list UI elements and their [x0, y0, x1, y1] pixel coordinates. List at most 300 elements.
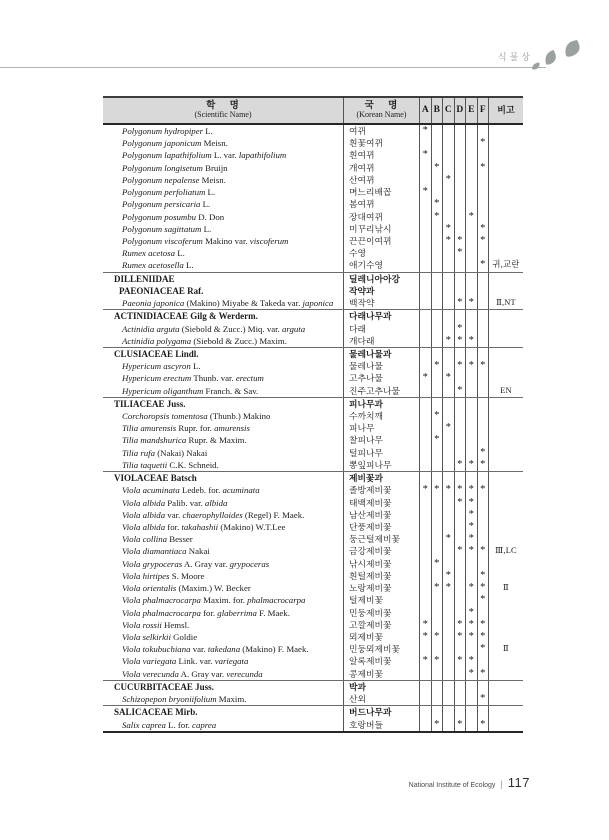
- site-mark-cell-b: [431, 137, 443, 149]
- site-mark-cell-e: *: [465, 459, 477, 471]
- site-mark-cell-c: [442, 509, 454, 521]
- remark-cell: 귀,교란: [488, 259, 523, 271]
- site-mark-cell-a: [419, 643, 431, 655]
- site-mark-cell-b: [431, 459, 443, 471]
- site-mark-cell-a: [419, 162, 431, 174]
- remark-cell: [488, 607, 523, 619]
- site-mark-cell-d: *: [454, 385, 466, 397]
- site-mark-cell-b: [431, 335, 443, 347]
- korean-name-cell: 흰여뀌: [343, 149, 419, 161]
- site-mark-cell-a: [419, 719, 431, 731]
- scientific-name-cell: VIOLACEAE Batsch: [114, 473, 197, 484]
- species-row: [103, 149, 523, 161]
- site-mark-cell-d: [454, 398, 466, 410]
- site-mark-cell-c: [442, 398, 454, 410]
- korean-name-cell: 개여뀌: [343, 162, 419, 174]
- site-mark-cell-b: [431, 497, 443, 509]
- site-mark-cell-a: *: [419, 484, 431, 496]
- korean-name-cell: 졸방제비꽃: [343, 484, 419, 496]
- scientific-name-cell: Viola diamantiaca Nakai: [122, 546, 210, 557]
- korean-name-cell: 딜레니아아강: [343, 273, 419, 285]
- site-mark-cell-d: [454, 422, 466, 434]
- site-mark-cell-a: *: [419, 186, 431, 198]
- site-mark-cell-a: *: [419, 372, 431, 384]
- korean-name-cell: 알록제비꽃: [343, 655, 419, 667]
- site-mark-cell-a: *: [419, 631, 431, 643]
- site-mark-cell-a: [419, 335, 431, 347]
- site-mark-cell-f: [477, 273, 489, 285]
- korean-name-cell: 며느리배꼽: [343, 186, 419, 198]
- species-table-body: [103, 125, 523, 733]
- species-row: [103, 459, 523, 471]
- site-mark-cell-e: [465, 434, 477, 446]
- site-mark-cell-a: [419, 545, 431, 557]
- scientific-name-cell: Rumex acetosa L.: [122, 248, 185, 259]
- site-mark-cell-d: [454, 447, 466, 459]
- remark-cell: [488, 521, 523, 533]
- site-mark-cell-d: [454, 162, 466, 174]
- remark-cell: [488, 360, 523, 372]
- site-mark-cell-a: [419, 235, 431, 247]
- site-mark-cell-e: [465, 385, 477, 397]
- site-mark-cell-a: *: [419, 149, 431, 161]
- site-mark-cell-c: *: [442, 422, 454, 434]
- site-mark-cell-a: [419, 570, 431, 582]
- site-mark-cell-d: [454, 198, 466, 210]
- species-row: [103, 521, 523, 533]
- site-mark-cell-c: *: [442, 223, 454, 235]
- scientific-name-cell: Rumex acetosella L.: [122, 260, 194, 271]
- scientific-name-cell: Polygonum sagittatum L.: [122, 223, 212, 234]
- korean-name-cell: 작약과: [343, 285, 419, 297]
- site-mark-cell-c: [442, 434, 454, 446]
- site-mark-cell-c: *: [442, 335, 454, 347]
- scientific-name-cell: CUCURBITACEAE Juss.: [114, 681, 214, 692]
- scientific-name-cell: Viola albida var. chaerophylloides (Regel) F. Maek.: [122, 509, 305, 520]
- remark-cell: [488, 619, 523, 631]
- site-mark-cell-b: [431, 594, 443, 606]
- remark-cell: [488, 186, 523, 198]
- site-mark-cell-d: [454, 211, 466, 223]
- site-mark-cell-c: [442, 273, 454, 285]
- site-mark-cell-d: *: [454, 459, 466, 471]
- korean-name-cell: 피나무과: [343, 398, 419, 410]
- site-mark-cell-a: [419, 447, 431, 459]
- site-mark-cell-c: [442, 360, 454, 372]
- site-mark-cell-e: *: [465, 297, 477, 309]
- site-mark-cell-b: [431, 348, 443, 360]
- site-mark-cell-d: *: [454, 484, 466, 496]
- species-row: [103, 323, 523, 335]
- species-row: [103, 558, 523, 570]
- site-mark-cell-d: [454, 643, 466, 655]
- site-mark-cell-f: *: [477, 259, 489, 271]
- korean-name-cell: 미꾸리낚시: [343, 223, 419, 235]
- korean-name-cell: 봄여뀌: [343, 198, 419, 210]
- site-mark-cell-c: [442, 247, 454, 259]
- site-mark-cell-e: *: [465, 497, 477, 509]
- site-mark-cell-b: [431, 668, 443, 680]
- site-mark-cell-f: [477, 372, 489, 384]
- remark-cell: [488, 348, 523, 360]
- korean-name-cell: 콩제비꽃: [343, 668, 419, 680]
- site-mark-cell-f: *: [477, 484, 489, 496]
- korean-name-cell: 금강제비꽃: [343, 545, 419, 557]
- korean-name-cell: 낚시제비꽃: [343, 558, 419, 570]
- species-row: [103, 545, 523, 557]
- site-mark-cell-b: *: [431, 198, 443, 210]
- site-mark-cell-c: [442, 521, 454, 533]
- site-mark-cell-c: [442, 323, 454, 335]
- site-mark-cell-a: [419, 310, 431, 322]
- site-mark-cell-e: *: [465, 607, 477, 619]
- remark-cell: [488, 434, 523, 446]
- site-mark-cell-f: *: [477, 137, 489, 149]
- species-row: [103, 509, 523, 521]
- site-mark-cell-e: [465, 259, 477, 271]
- site-mark-cell-b: *: [431, 410, 443, 422]
- site-mark-cell-b: [431, 643, 443, 655]
- remark-cell: [488, 137, 523, 149]
- site-mark-cell-b: [431, 545, 443, 557]
- site-mark-cell-d: [454, 582, 466, 594]
- site-mark-cell-a: [419, 285, 431, 297]
- site-mark-cell-c: [442, 410, 454, 422]
- site-mark-cell-e: *: [465, 360, 477, 372]
- col-header-site-b: B: [431, 98, 443, 123]
- site-mark-cell-a: [419, 422, 431, 434]
- site-mark-cell-e: [465, 693, 477, 705]
- remark-cell: [488, 558, 523, 570]
- site-mark-cell-d: [454, 521, 466, 533]
- site-mark-cell-b: *: [431, 631, 443, 643]
- site-mark-cell-b: *: [431, 558, 443, 570]
- remark-cell: [488, 125, 523, 137]
- footer-separator: |: [500, 779, 503, 789]
- site-mark-cell-b: [431, 570, 443, 582]
- site-mark-cell-e: [465, 681, 477, 693]
- scientific-name-cell: Polygonum nepalense Meisn.: [122, 174, 226, 185]
- col-header-site-e: E: [465, 98, 477, 123]
- remark-cell: [488, 235, 523, 247]
- scientific-name-cell: Polygonum longisetum Bruijn: [122, 162, 228, 173]
- site-mark-cell-f: *: [477, 668, 489, 680]
- species-row: [103, 693, 523, 705]
- site-mark-cell-e: *: [465, 335, 477, 347]
- korean-name-cell: 수까치깨: [343, 410, 419, 422]
- site-mark-cell-b: *: [431, 434, 443, 446]
- site-mark-cell-c: [442, 125, 454, 137]
- site-mark-cell-c: [442, 619, 454, 631]
- site-mark-cell-d: *: [454, 297, 466, 309]
- korean-name-cell: 남산제비꽃: [343, 509, 419, 521]
- site-mark-cell-e: [465, 223, 477, 235]
- site-mark-cell-b: [431, 247, 443, 259]
- scientific-name-cell: Viola verecunda A. Gray var. verecunda: [122, 668, 263, 679]
- site-mark-cell-d: [454, 259, 466, 271]
- scientific-name-cell: Polygonum lapathifolium L. var. lapathifolium: [122, 150, 287, 161]
- site-mark-cell-a: [419, 582, 431, 594]
- site-mark-cell-a: [419, 211, 431, 223]
- site-mark-cell-c: [442, 211, 454, 223]
- scientific-name-cell: Schizopepon bryoniifolium Maxim.: [122, 694, 247, 705]
- site-mark-cell-d: [454, 706, 466, 718]
- korean-name-cell: 털제비꽃: [343, 594, 419, 606]
- remark-cell: [488, 459, 523, 471]
- korean-name-cell: 개다래: [343, 335, 419, 347]
- remark-cell: [488, 162, 523, 174]
- remark-cell: [488, 273, 523, 285]
- site-mark-cell-f: [477, 509, 489, 521]
- site-mark-cell-a: *: [419, 655, 431, 667]
- site-mark-cell-b: [431, 372, 443, 384]
- site-mark-cell-c: [442, 459, 454, 471]
- site-mark-cell-b: [431, 681, 443, 693]
- site-mark-cell-b: [431, 533, 443, 545]
- site-mark-cell-a: [419, 223, 431, 235]
- remark-cell: [488, 198, 523, 210]
- site-mark-cell-c: [442, 693, 454, 705]
- site-mark-cell-b: *: [431, 484, 443, 496]
- site-mark-cell-c: *: [442, 484, 454, 496]
- scientific-name-cell: Viola rossii Hemsl.: [122, 619, 190, 630]
- family-row: [103, 680, 523, 693]
- site-mark-cell-f: [477, 323, 489, 335]
- korean-name-cell: 진주고추나물: [343, 385, 419, 397]
- site-mark-cell-d: [454, 372, 466, 384]
- leaf-decoration-icon: [518, 38, 592, 82]
- korean-name-cell: 민둥뫼제비꽃: [343, 643, 419, 655]
- site-mark-cell-f: [477, 681, 489, 693]
- site-mark-cell-e: [465, 398, 477, 410]
- site-mark-cell-e: *: [465, 521, 477, 533]
- site-mark-cell-e: *: [465, 668, 477, 680]
- site-mark-cell-a: [419, 137, 431, 149]
- scientific-name-cell: Polygonum hydropiper L.: [122, 126, 213, 136]
- remark-cell: [488, 149, 523, 161]
- site-mark-cell-d: [454, 570, 466, 582]
- site-mark-cell-d: *: [454, 335, 466, 347]
- remark-cell: [488, 247, 523, 259]
- site-mark-cell-a: [419, 410, 431, 422]
- species-row: [103, 259, 523, 271]
- species-row: [103, 137, 523, 149]
- remark-cell: [488, 509, 523, 521]
- site-mark-cell-e: [465, 285, 477, 297]
- site-mark-cell-c: *: [442, 235, 454, 247]
- site-mark-cell-d: *: [454, 719, 466, 731]
- species-row: [103, 174, 523, 186]
- scientific-name-cell: Viola orientalis (Maxim.) W. Becker: [122, 583, 251, 594]
- site-mark-cell-b: *: [431, 162, 443, 174]
- family-row: [103, 397, 523, 410]
- species-row: [103, 719, 523, 731]
- site-mark-cell-e: [465, 719, 477, 731]
- col-header-scientific-name: 학 명 (Scientific Name): [194, 101, 252, 120]
- site-mark-cell-b: [431, 472, 443, 484]
- site-mark-cell-a: [419, 521, 431, 533]
- site-mark-cell-d: *: [454, 247, 466, 259]
- site-mark-cell-b: *: [431, 211, 443, 223]
- remark-cell: [488, 655, 523, 667]
- species-row: [103, 410, 523, 422]
- site-mark-cell-c: [442, 558, 454, 570]
- remark-cell: [488, 174, 523, 186]
- scientific-name-cell: Viola phalmacrocarpa for. glaberrima F. Maek.: [122, 607, 290, 618]
- site-mark-cell-d: [454, 434, 466, 446]
- col-header-site-d: D: [454, 98, 466, 123]
- species-row: [103, 570, 523, 582]
- species-row: [103, 198, 523, 210]
- site-mark-cell-e: [465, 273, 477, 285]
- site-mark-cell-a: [419, 472, 431, 484]
- remark-cell: [488, 372, 523, 384]
- scientific-name-cell: CLUSIACEAE Lindl.: [114, 348, 199, 359]
- site-mark-cell-f: [477, 149, 489, 161]
- scientific-name-cell: Viola collina Besser: [122, 534, 193, 545]
- footer-page-number: 117: [507, 775, 530, 790]
- site-mark-cell-d: *: [454, 619, 466, 631]
- scientific-name-cell: Tilia rufa (Nakai) Nakai: [122, 447, 208, 458]
- site-mark-cell-d: *: [454, 235, 466, 247]
- korean-name-cell: 애기수영: [343, 259, 419, 271]
- site-mark-cell-e: [465, 149, 477, 161]
- scientific-name-cell: Polygonum viscoferum Makino var. viscoferum: [122, 235, 289, 246]
- site-mark-cell-a: [419, 497, 431, 509]
- site-mark-cell-c: [442, 719, 454, 731]
- site-mark-cell-c: *: [442, 533, 454, 545]
- species-row: [103, 607, 523, 619]
- site-mark-cell-a: [419, 434, 431, 446]
- korean-name-cell: 노랑제비꽃: [343, 582, 419, 594]
- remark-cell: [488, 335, 523, 347]
- species-row: [103, 533, 523, 545]
- site-mark-cell-f: [477, 607, 489, 619]
- site-mark-cell-e: [465, 594, 477, 606]
- site-mark-cell-e: *: [465, 619, 477, 631]
- site-mark-cell-d: *: [454, 497, 466, 509]
- scientific-name-cell: Viola phalmacrocarpa Maxim. for. phalmacrocarpa: [122, 595, 306, 606]
- scientific-name-cell: Paeonia japonica (Makino) Miyabe & Takeda var. japonica: [122, 298, 334, 309]
- scientific-name-cell: Tilia mandshurica Rupr. & Maxim.: [122, 435, 247, 446]
- site-mark-cell-a: [419, 509, 431, 521]
- site-mark-cell-c: [442, 706, 454, 718]
- page-footer: [409, 775, 530, 790]
- species-row: [103, 372, 523, 384]
- site-mark-cell-e: [465, 643, 477, 655]
- species-row: [103, 360, 523, 372]
- site-mark-cell-e: *: [465, 582, 477, 594]
- col-header-korean-name: 국 명 (Korean Name): [343, 98, 419, 123]
- remark-cell: [488, 323, 523, 335]
- site-mark-cell-b: [431, 447, 443, 459]
- site-mark-cell-b: [431, 223, 443, 235]
- remark-cell: Ⅱ: [488, 582, 523, 594]
- scientific-name-cell: Viola tokubuchiana var. takedana (Makino) F. Maek.: [122, 644, 309, 655]
- korean-name-cell: 뽕잎피나무: [343, 459, 419, 471]
- remark-cell: [488, 681, 523, 693]
- site-mark-cell-f: [477, 247, 489, 259]
- site-mark-cell-b: [431, 285, 443, 297]
- remark-cell: [488, 719, 523, 731]
- site-mark-cell-e: [465, 447, 477, 459]
- site-mark-cell-e: [465, 235, 477, 247]
- species-row: [103, 125, 523, 137]
- site-mark-cell-d: [454, 125, 466, 137]
- site-mark-cell-a: *: [419, 619, 431, 631]
- site-mark-cell-e: [465, 247, 477, 259]
- site-mark-cell-d: *: [454, 360, 466, 372]
- species-row: [103, 668, 523, 680]
- site-mark-cell-d: *: [454, 545, 466, 557]
- site-mark-cell-f: [477, 297, 489, 309]
- site-mark-cell-a: [419, 594, 431, 606]
- site-mark-cell-b: [431, 186, 443, 198]
- site-mark-cell-f: [477, 174, 489, 186]
- site-mark-cell-f: *: [477, 162, 489, 174]
- korean-name-cell: 털피나무: [343, 447, 419, 459]
- site-mark-cell-b: [431, 385, 443, 397]
- site-mark-cell-b: [431, 607, 443, 619]
- site-mark-cell-d: [454, 558, 466, 570]
- family-row: [103, 347, 523, 360]
- site-mark-cell-b: [431, 273, 443, 285]
- korean-name-cell: 여뀌: [343, 125, 419, 137]
- site-mark-cell-a: [419, 174, 431, 186]
- site-mark-cell-f: *: [477, 582, 489, 594]
- remark-cell: Ⅲ,LC: [488, 545, 523, 557]
- species-row: [103, 434, 523, 446]
- site-mark-cell-e: [465, 570, 477, 582]
- site-mark-cell-d: [454, 223, 466, 235]
- remark-cell: [488, 472, 523, 484]
- scientific-name-cell: Hypericum oliganthum Franch. & Sav.: [122, 385, 259, 396]
- korean-name-cell: 수영: [343, 247, 419, 259]
- scientific-name-cell: Viola grypoceras A. Gray var. grypoceras: [122, 558, 270, 569]
- family-row: [103, 309, 523, 322]
- site-mark-cell-c: [442, 385, 454, 397]
- korean-name-cell: 민둥제비꽃: [343, 607, 419, 619]
- site-mark-cell-a: [419, 360, 431, 372]
- site-mark-cell-d: [454, 149, 466, 161]
- korean-name-cell: 단풍제비꽃: [343, 521, 419, 533]
- site-mark-cell-a: [419, 348, 431, 360]
- korean-name-cell: 장대여뀌: [343, 211, 419, 223]
- site-mark-cell-a: [419, 607, 431, 619]
- site-mark-cell-c: [442, 545, 454, 557]
- scientific-name-cell: Tilia taquetii C.K. Schneid.: [122, 459, 219, 470]
- scientific-name-cell: Salix caprea L. for. caprea: [122, 719, 217, 730]
- scientific-name-cell: Tilia amurensis Rupr. for. amurensis: [122, 423, 250, 434]
- remark-cell: [488, 422, 523, 434]
- site-mark-cell-f: *: [477, 619, 489, 631]
- site-mark-cell-c: *: [442, 570, 454, 582]
- site-mark-cell-f: *: [477, 447, 489, 459]
- remark-cell: [488, 285, 523, 297]
- site-mark-cell-d: [454, 310, 466, 322]
- site-mark-cell-f: *: [477, 223, 489, 235]
- remark-cell: Ⅱ: [488, 643, 523, 655]
- site-mark-cell-e: [465, 422, 477, 434]
- species-row: [103, 643, 523, 655]
- site-mark-cell-d: [454, 186, 466, 198]
- site-mark-cell-c: [442, 186, 454, 198]
- species-row: [103, 247, 523, 259]
- site-mark-cell-a: [419, 198, 431, 210]
- scientific-name-cell: Actinidia polygama (Siebold & Zucc.) Maxim.: [122, 335, 287, 346]
- site-mark-cell-e: [465, 348, 477, 360]
- site-mark-cell-d: *: [454, 323, 466, 335]
